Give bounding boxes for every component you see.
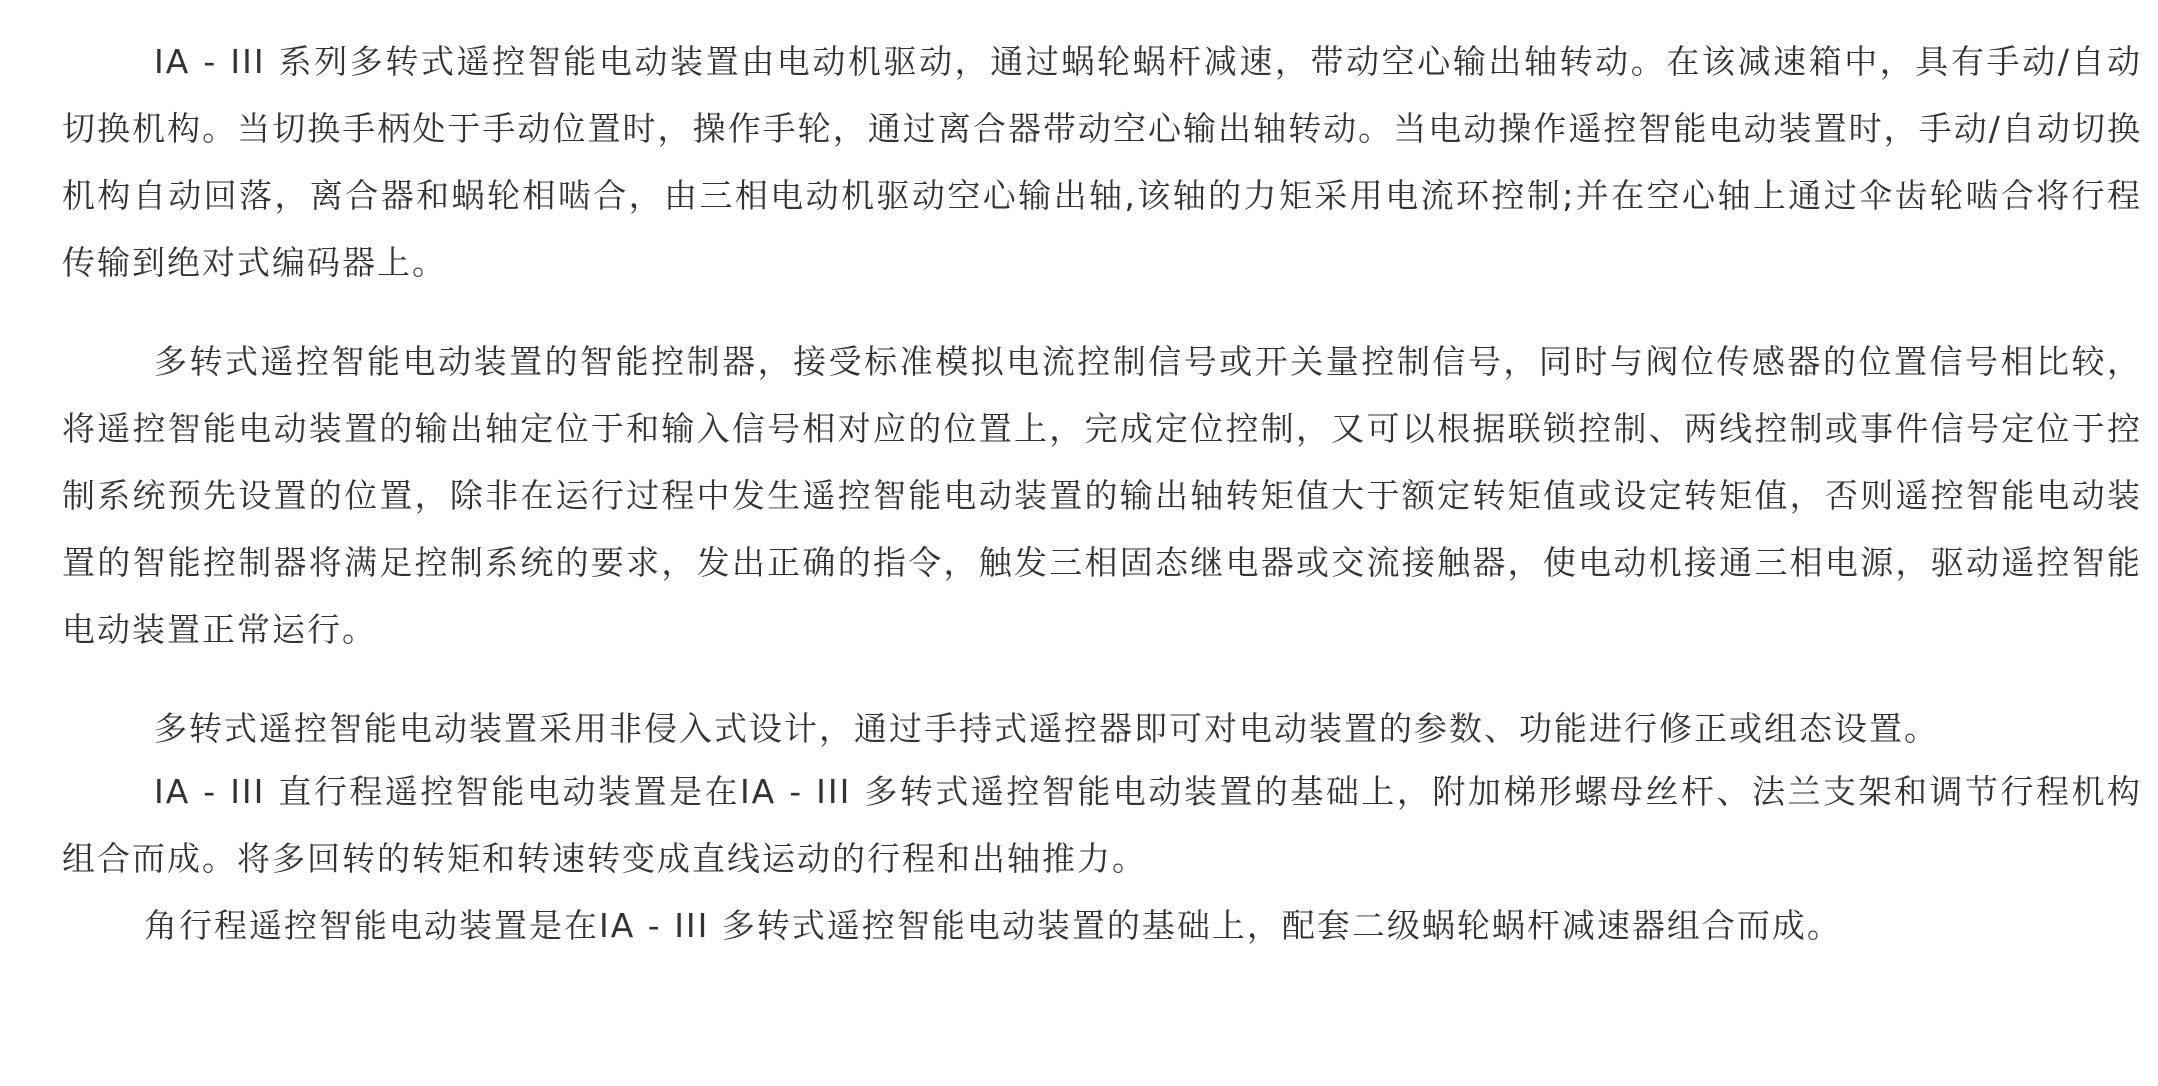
paragraph-non-intrusive-design: 多转式遥控智能电动装置采用非侵入式设计，通过手持式遥控器即可对电动装置的参数、功能进行修正或组态设置。 (154, 709, 1939, 748)
document-body (62, 28, 2142, 959)
paragraph-intelligent-controller: 多转式遥控智能电动装置的智能控制器，接受标准模拟电流控制信号或开关量控制信号，同时与阀位传感器的位置信号相比较，将遥控智能电动装置的输出轴定位于和输入信号相对应的位置上，完成定位控制，又可以根据联锁控制、两线控制或事件信号定位于控制系统预先设置的位置，除非在运行过程中发生遥控智能电动装置的输出轴转矩值大于额定转矩值或设定转矩值，否则遥控智能电动装置的智能控制器将满足控制系统的要求，发出正确的指令，触发三相固态继电器或交流接触器，使电动机接通三相电源，驱动遥控智能电动装置正常运行。 (62, 342, 2142, 649)
paragraph-actuator-structure: IA - III 系列多转式遥控智能电动装置由电动机驱动，通过蜗轮蜗杆减速，带动空心输出轴转动。在该减速箱中，具有手动/自动切换机构。当切换手柄处于手动位置时，操作手轮，通过离合器带动空心输出轴转动。当电动操作遥控智能电动装置时，手动/自动切换机构自动回落，离合器和蜗轮相啮合，由三相电动机驱动空心输出轴,该轴的力矩采用电流环控制;并在空心轴上通过伞齿轮啮合将行程传输到绝对式编码器上。 (62, 42, 2142, 282)
paragraph-angular-actuator: 角行程遥控智能电动装置是在IA - III 多转式遥控智能电动装置的基础上，配套二级蜗轮蜗杆减速器组合而成。 (144, 906, 1842, 945)
paragraph-linear-actuator: IA - III 直行程遥控智能电动装置是在IA - III 多转式遥控智能电动装置的基础上，附加梯形螺母丝杆、法兰支架和调节行程机构组合而成。将多回转的转矩和转速转变成直线运动的行程和出轴推力。 (62, 772, 2142, 878)
